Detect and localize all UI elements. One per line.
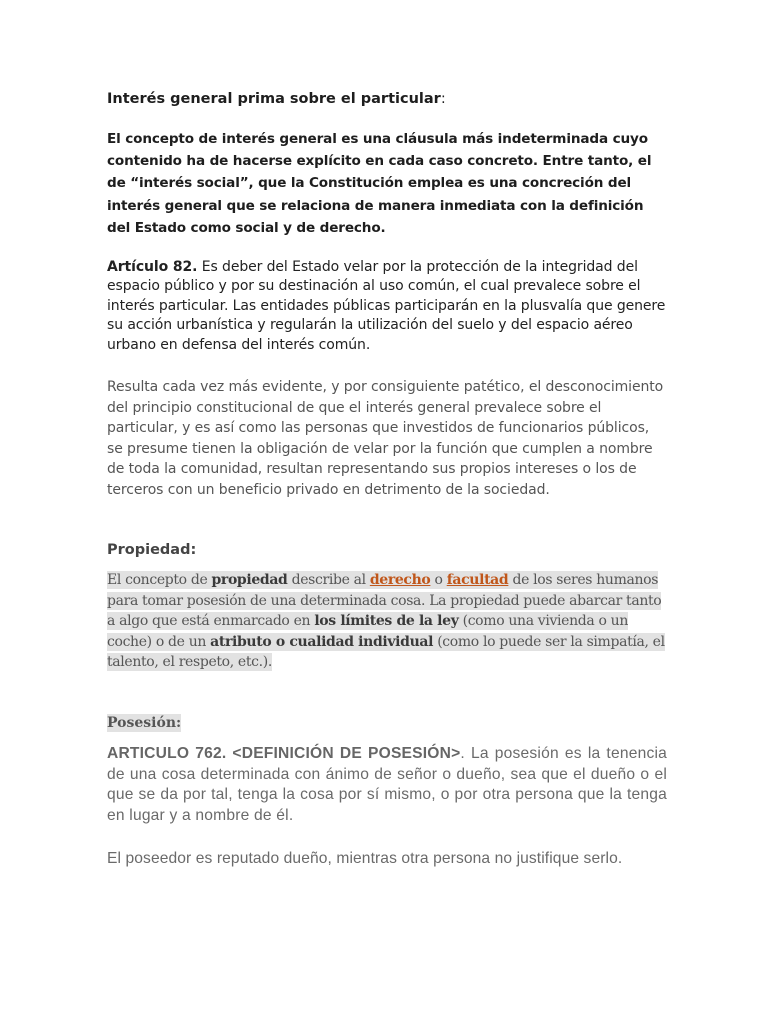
articulo-762-text: . La posesión es la tenencia de una cosa determinada con ánimo de señor o dueño, sea que el dueño o el que se da por tal, tenga la cosa por sí mismo, o por otra persona que la tenga en lugar y a nombre de él. — [107, 745, 667, 824]
facultad-link[interactable]: facultad — [446, 572, 509, 589]
paragraph-evidente: Resulta cada vez más evidente, y por consiguiente patético, el desconocimiento del principio constitucional de que el interés general prevalece sobre el particular, y es así como las personas que investidos de funcionarios públicos, se presume tienen la obligación de velar por la función que cumplen a nombre de toda la comunidad, resultan representando sus propios intereses o los de terceros con un beneficio privado en detrimento de la sociedad. — [107, 379, 664, 498]
paragraph-poseedor: El poseedor es reputado dueño, mientras otra persona no justifique serlo. — [107, 850, 623, 868]
propiedad-text-1: El concepto de — [107, 572, 212, 589]
articulo-762-lead: ARTICULO 762. <DEFINICIÓN DE POSESIÓN> — [107, 745, 461, 763]
propiedad-text-5: (como una vivienda o un coche) o de un — [107, 613, 628, 650]
section-heading-posesion — [107, 713, 667, 733]
propiedad-highlight — [107, 571, 665, 671]
propiedad-text-6: (como lo puede ser la simpatía, el talento, el respeto, etc.). — [107, 633, 665, 671]
section-heading-propiedad: Propiedad: — [107, 542, 197, 559]
paragraph-articulo-82 — [107, 258, 667, 355]
derecho-link[interactable]: derecho — [369, 572, 431, 589]
heading-text: Interés general prima sobre el particular — [107, 91, 441, 107]
paragraph-interes-general: El concepto de interés general es una cláusula más indeterminada cuyo contenido ha de hacerse explícito en cada caso concreto. Entre tanto, el de “interés social”, que la Constitución emplea es una concreción del interés general que se relaciona de manera inmediata con la definición del Estado como social y de derecho. — [107, 131, 652, 236]
heading-colon: : — [440, 91, 446, 107]
posesion-heading-text: Posesión: — [107, 715, 182, 732]
propiedad-text-4: de los seres humanos para tomar posesión de una determinada cosa. La propiedad puede abarcar tanto a algo que está enmarcado en — [107, 572, 662, 630]
articulo-82-lead: Artículo 82. — [107, 259, 198, 276]
propiedad-bold-propiedad: propiedad — [211, 572, 288, 589]
section-heading-interes-general — [107, 88, 667, 110]
paragraph-articulo-762 — [107, 744, 667, 826]
articulo-82-text: Es deber del Estado velar por la protección de la integridad del espacio público y por su destinación al uso común, el cual prevalece sobre el interés particular. Las entidades públicas participarán en la plusvalía que genere su acción urbanística y regularán la utilización del suelo y del espacio aéreo urbano en defensa del interés común. — [107, 259, 666, 353]
propiedad-bold-atributo: atributo o cualidad individual — [210, 633, 434, 650]
propiedad-text-3: o — [430, 572, 447, 589]
document-page — [107, 88, 667, 869]
propiedad-text-2: describe al — [287, 572, 370, 589]
paragraph-propiedad — [107, 570, 667, 673]
propiedad-bold-limites: los límites de la ley — [314, 613, 459, 630]
